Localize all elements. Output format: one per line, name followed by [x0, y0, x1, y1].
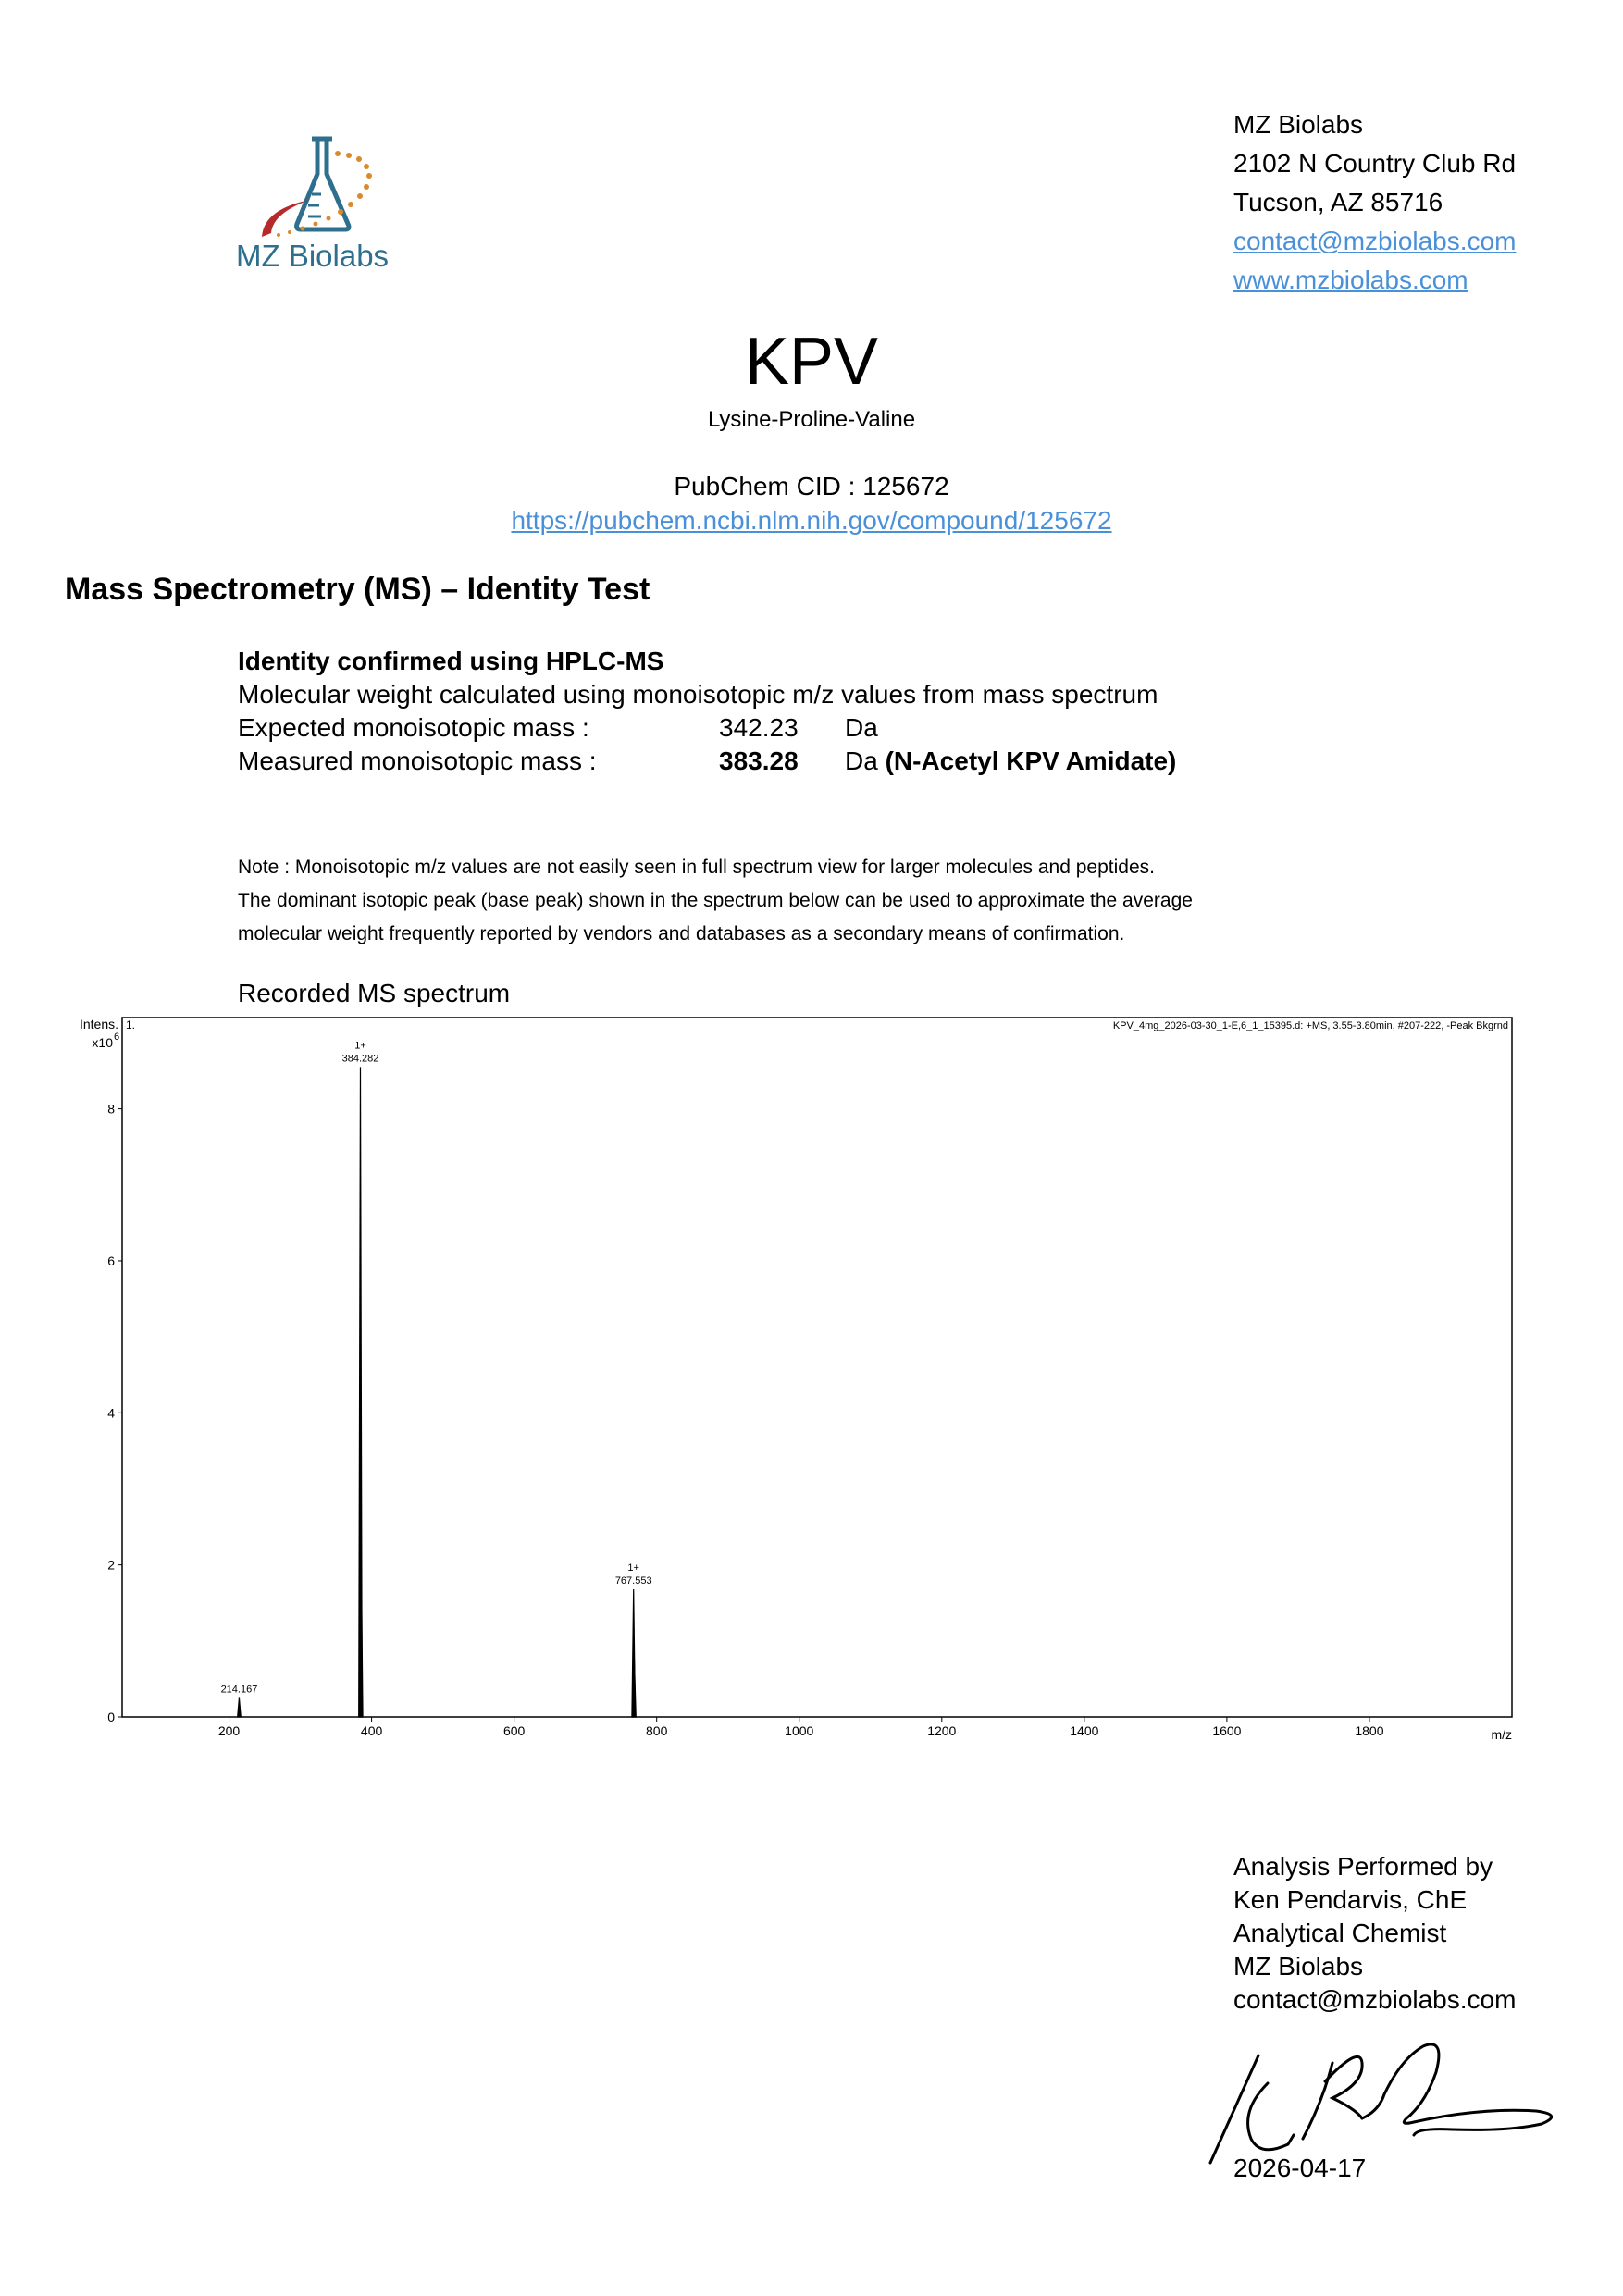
- email-link[interactable]: contact@mzbiolabs.com: [1233, 227, 1517, 255]
- y-tick-label: 8: [107, 1101, 115, 1117]
- expected-mass-unit: Da: [845, 713, 878, 742]
- signature: [1203, 2026, 1573, 2169]
- y-tick-label: 2: [107, 1557, 115, 1573]
- expected-mass-label: Expected monoisotopic mass :: [238, 713, 589, 742]
- company-address: [1233, 105, 1516, 300]
- analysis-date: 2026-04-17: [1233, 2154, 1367, 2182]
- y-tick-label: 0: [107, 1710, 115, 1724]
- note-block: [238, 851, 1348, 951]
- x-tick-label: 200: [217, 1723, 241, 1738]
- note-line-1: Note : Monoisotopic m/z values are not easily seen in full spectrum view for larger molecules and peptides.: [238, 857, 1155, 878]
- logo-text: MZ Biolabs: [236, 239, 390, 273]
- y-axis-scale: [92, 1035, 113, 1050]
- measured-mass-label: Measured monoisotopic mass :: [238, 747, 597, 775]
- peak-mz-label: 767.553: [614, 1574, 652, 1586]
- panel-label: 1.: [126, 1018, 136, 1031]
- y-axis-label: Intens.: [79, 1017, 118, 1031]
- peak-mz-label: 214.167: [220, 1684, 258, 1696]
- pubchem-link-row: [0, 506, 1623, 536]
- x-tick-label: 1600: [1212, 1723, 1242, 1738]
- measured-mass-value: 383.28: [719, 747, 799, 775]
- spectrum-label: Recorded MS spectrum: [238, 979, 511, 1007]
- x-tick-label: 1400: [1070, 1723, 1099, 1738]
- ms-spectrum-chart: [56, 1008, 1573, 1748]
- analysis-line-1: Analysis Performed by: [1233, 1852, 1493, 1881]
- measured-mass-unit-group: [845, 745, 1176, 778]
- chart-header: KPV_4mg_2026-03-30_1-E,6_1_15395.d: +MS, 3.55-3.80min, #207-222, -Peak Bkgrnd: [1112, 1020, 1508, 1031]
- analyst-title: Analytical Chemist: [1233, 1919, 1447, 1947]
- product-title: KPV: [744, 325, 879, 399]
- analysis-block: [1233, 1850, 1516, 2017]
- measured-mass-unit: Da: [845, 747, 878, 775]
- section-heading: Mass Spectrometry (MS) – Identity Test: [65, 572, 650, 607]
- x-tick-label: 1200: [927, 1723, 957, 1738]
- identity-heading: Identity confirmed using HPLC-MS: [238, 647, 664, 675]
- peak-charge-label: 1+: [354, 1040, 366, 1052]
- analyst-name: Ken Pendarvis, ChE: [1233, 1885, 1468, 1914]
- expected-mass-row: [238, 711, 1158, 745]
- pubchem-cid: PubChem CID : 125672: [674, 472, 949, 500]
- measured-mass-row: [238, 745, 1177, 778]
- x-tick-label: 1000: [785, 1723, 814, 1738]
- pubchem-link[interactable]: https://pubchem.ncbi.nlm.nih.gov/compound/125672: [511, 506, 1112, 535]
- measured-mass-note: (N-Acetyl KPV Amidate): [885, 747, 1177, 775]
- y-axis-exponent: 6: [114, 1031, 120, 1043]
- note-line-2: The dominant isotopic peak (base peak) shown in the spectrum below can be used to approximate the average: [238, 890, 1193, 911]
- identity-method: Molecular weight calculated using monoisotopic m/z values from mass spectrum: [238, 680, 1158, 709]
- x-tick-label: 800: [646, 1723, 668, 1738]
- expected-mass-value: 342.23: [719, 713, 799, 742]
- x-tick-label: 600: [502, 1723, 526, 1738]
- analyst-email: contact@mzbiolabs.com: [1233, 1985, 1517, 2014]
- product-subtitle: Lysine-Proline-Valine: [707, 407, 916, 432]
- y-axis-scale-base: x10: [92, 1035, 113, 1050]
- note-line-3: molecular weight frequently reported by vendors and databases as a secondary means of confirmation.: [238, 923, 1125, 944]
- x-tick-label: 1800: [1355, 1723, 1384, 1738]
- x-tick-label: 400: [360, 1723, 383, 1738]
- address-city: Tucson, AZ 85716: [1233, 188, 1443, 216]
- plot-frame: [122, 1018, 1512, 1717]
- identity-block: [238, 645, 1177, 778]
- x-axis-label: m/z: [1491, 1727, 1512, 1742]
- spectrum-peak: [238, 1697, 242, 1717]
- peak-mz-label: 384.282: [341, 1053, 379, 1065]
- y-tick-label: 6: [107, 1253, 115, 1268]
- address-name: MZ Biolabs: [1233, 110, 1364, 139]
- website-link[interactable]: www.mzbiolabs.com: [1233, 265, 1468, 294]
- peak-charge-label: 1+: [627, 1562, 639, 1574]
- analyst-company: MZ Biolabs: [1233, 1952, 1364, 1981]
- address-street: 2102 N Country Club Rd: [1233, 149, 1517, 178]
- y-tick-label: 4: [107, 1405, 115, 1421]
